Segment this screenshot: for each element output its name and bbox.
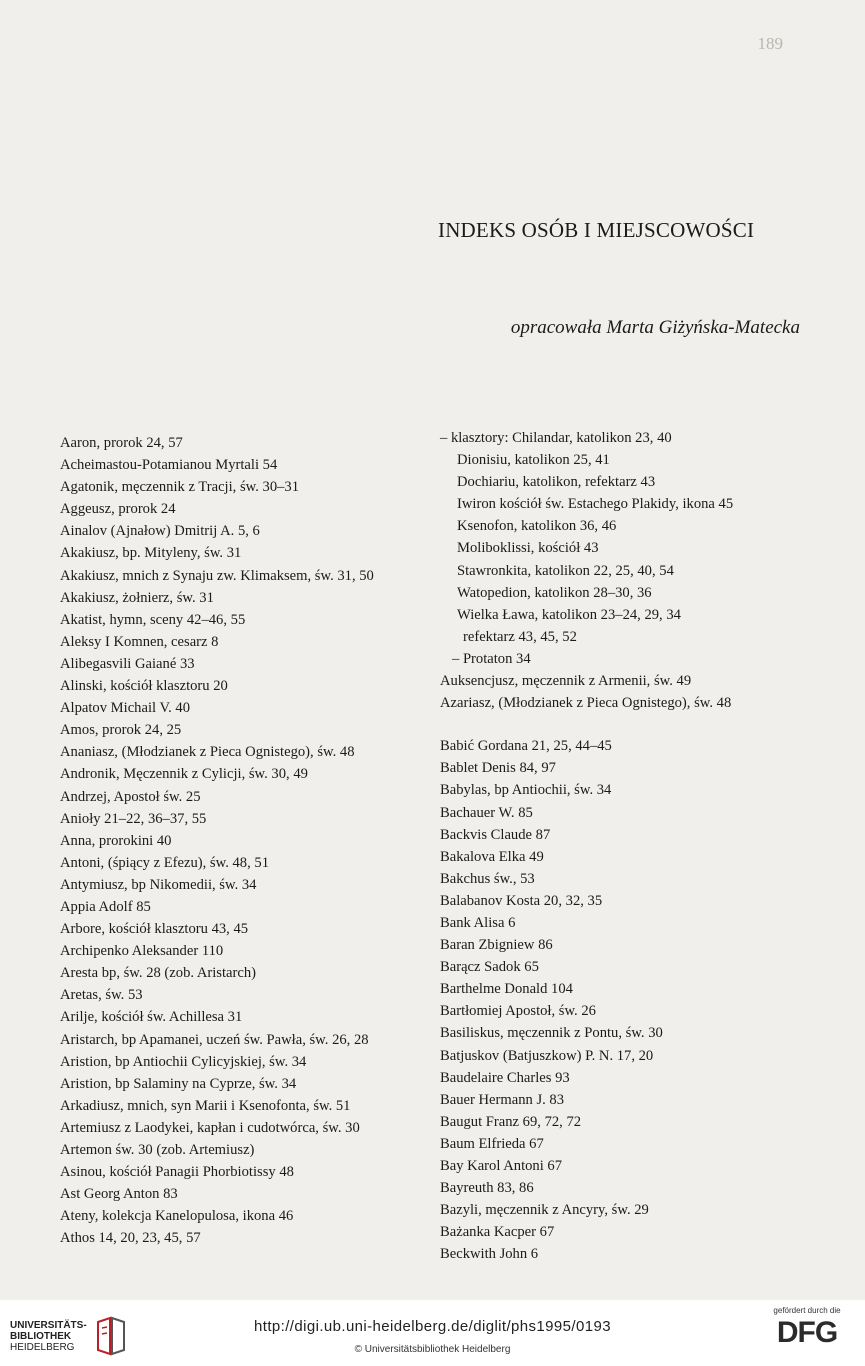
index-entry: Acheimastou-Potamianou Myrtali 54: [60, 457, 278, 474]
index-entry: Baugut Franz 69, 72, 72: [440, 1113, 582, 1130]
index-entry: Asinou, kościół Panagii Phorbiotissy 48: [60, 1164, 294, 1181]
index-entry: – Protaton 34: [452, 650, 531, 667]
index-entry: Akakiusz, bp. Mityleny, św. 31: [60, 545, 242, 562]
index-entry: Archipenko Aleksander 110: [60, 943, 224, 960]
index-entry: Anna, prorokini 40: [60, 832, 172, 849]
sponsor-caption: gefördert durch die: [773, 1306, 841, 1315]
index-entry: Aggeusz, prorok 24: [60, 501, 176, 518]
index-entry: Bauer Hermann J. 83: [440, 1091, 565, 1108]
index-left-column: [60, 432, 420, 1249]
index-entry: Andronik, Męczennik z Cylicji, św. 30, 49: [60, 766, 308, 783]
index-entry: Bażanka Kacper 67: [440, 1224, 555, 1241]
index-entry: Appia Adolf 85: [60, 898, 151, 915]
index-entry: Iwiron kościół św. Estachego Plakidy, ikona 45: [457, 496, 734, 513]
index-entry: Arbore, kościół klasztoru 43, 45: [60, 921, 249, 938]
index-title: INDEKS OSÓB I MIEJSCOWOŚCI: [438, 218, 755, 242]
index-entry: Bakchus św., 53: [440, 870, 535, 887]
document-url-link[interactable]: http://digi.ub.uni-heidelberg.de/diglit/phs1995/0193: [254, 1318, 611, 1335]
index-entry: Artemiusz z Laodykei, kapłan i cudotwórca, św. 30: [60, 1119, 360, 1136]
footer-bar: [0, 1300, 865, 1366]
index-entry: Antymiusz, bp Nikomedii, św. 34: [60, 876, 257, 893]
index-entry: Bakalova Elka 49: [440, 848, 544, 865]
index-entry: Aresta bp, św. 28 (zob. Aristarch): [60, 965, 257, 982]
index-entry: Agatonik, męczennik z Tracji, św. 30–31: [60, 479, 300, 496]
index-entry: Watopedion, katolikon 28–30, 36: [457, 584, 652, 601]
index-entry: Baum Elfrieda 67: [440, 1135, 544, 1152]
index-entry: Bartłomiej Apostoł, św. 26: [440, 1003, 596, 1020]
index-entry: Backvis Claude 87: [440, 826, 551, 843]
index-entry: – klasztory: Chilandar, katolikon 23, 40: [440, 430, 672, 446]
index-entry: Aristion, bp Antiochii Cylicyjskiej, św. 34: [60, 1053, 307, 1070]
index-entry: Balabanov Kosta 20, 32, 35: [440, 892, 603, 909]
index-entry: Stawronkita, katolikon 22, 25, 40, 54: [457, 562, 674, 579]
index-entry: Bablet Denis 84, 97: [440, 760, 556, 777]
index-entry: Barthelme Donald 104: [440, 981, 573, 998]
index-entry: Ananiasz, (Młodzianek z Pieca Ognistego), św. 48: [60, 744, 355, 761]
index-entry: Bay Karol Antoni 67: [440, 1158, 563, 1174]
index-entry: Aristarch, bp Apamanei, uczeń św. Pawła, św. 26, 28: [60, 1031, 369, 1048]
dfg-wordmark: DFG: [776, 1316, 838, 1349]
library-name-line2: BIBLIOTHEK: [10, 1331, 72, 1342]
index-entry: Arkadiusz, mnich, syn Marii i Ksenofonta, św. 51: [60, 1097, 351, 1114]
index-entry: Basiliskus, męczennik z Pontu, św. 30: [440, 1025, 663, 1042]
index-entry: Dionisiu, katolikon 25, 41: [457, 452, 610, 469]
library-name-line1: UNIVERSITÄTS-: [10, 1320, 87, 1331]
index-entry: Anioły 21–22, 36–37, 55: [60, 810, 207, 827]
page-number: 189: [757, 34, 783, 53]
index-entry: Babylas, bp Antiochii, św. 34: [440, 782, 612, 799]
index-entry: Ksenofon, katolikon 36, 46: [457, 518, 617, 535]
index-entry: Aleksy I Komnen, cesarz 8: [60, 633, 219, 650]
index-entry: Akakiusz, żołnierz, św. 31: [60, 589, 214, 606]
index-entry: Ainalov (Ajnałow) Dmitrij A. 5, 6: [60, 523, 260, 540]
library-name-line3: HEIDELBERG: [10, 1342, 75, 1353]
index-entry: Bazyli, męczennik z Ancyry, św. 29: [440, 1202, 649, 1219]
index-entry: Bachauer W. 85: [440, 804, 533, 821]
index-entry: Wielka Ława, katolikon 23–24, 29, 34: [457, 606, 681, 623]
index-subtitle: opracowała Marta Giżyńska-Matecka: [510, 317, 800, 338]
index-entry: Alpatov Michail V. 40: [60, 700, 190, 717]
index-entry: Andrzej, Apostoł św. 25: [60, 788, 201, 805]
index-entry: Auksencjusz, męczennik z Armenii, św. 49: [440, 673, 692, 690]
index-entry: Barącz Sadok 65: [440, 959, 539, 976]
index-entry: Baran Zbigniew 86: [440, 937, 553, 954]
index-entry: Bank Alisa 6: [440, 914, 516, 931]
index-entry: Ast Georg Anton 83: [60, 1186, 178, 1203]
index-entry: Babić Gordana 21, 25, 44–45: [440, 738, 612, 755]
dfg-logo[interactable]: [767, 1306, 847, 1360]
index-right-column: [440, 427, 800, 1265]
index-entry: Beckwith John 6: [440, 1246, 539, 1263]
index-entry: Athos 14, 20, 23, 45, 57: [60, 1230, 201, 1247]
index-entry: Aaron, prorok 24, 57: [60, 435, 183, 451]
index-entry: Aretas, św. 53: [60, 987, 143, 1004]
index-entry: Akakiusz, mnich z Synaju zw. Klimaksem, św. 31, 50: [60, 567, 374, 584]
index-entry: Aristion, bp Salaminy na Cyprze, św. 34: [60, 1075, 297, 1092]
index-entry: Alibegasvili Gaiané 33: [60, 655, 195, 672]
index-entry: Artemon św. 30 (zob. Artemiusz): [60, 1142, 255, 1158]
index-entry: Dochiariu, katolikon, refektarz 43: [457, 474, 656, 491]
index-entry: Amos, prorok 24, 25: [60, 722, 182, 739]
index-entry: Baudelaire Charles 93: [440, 1069, 570, 1086]
index-entry: Alinski, kościół klasztoru 20: [60, 678, 228, 695]
index-entry: Moliboklissi, kościół 43: [457, 540, 599, 557]
index-entry: Batjuskov (Batjuszkow) P. N. 17, 20: [440, 1047, 654, 1064]
index-entry: refektarz 43, 45, 52: [463, 628, 577, 645]
index-entry: Akatist, hymn, sceny 42–46, 55: [60, 611, 246, 628]
index-entry: Bayreuth 83, 86: [440, 1180, 534, 1197]
index-entry: Ateny, kolekcja Kanelopulosa, ikona 46: [60, 1208, 294, 1225]
index-entry: Antoni, (śpiący z Efezu), św. 48, 51: [60, 854, 269, 871]
copyright-notice: © Universitätsbibliothek Heidelberg: [354, 1344, 511, 1355]
index-entry: Azariasz, (Młodzianek z Pieca Ognistego), św. 48: [440, 695, 732, 712]
index-entry: Arilje, kościół św. Achillesa 31: [60, 1009, 243, 1026]
